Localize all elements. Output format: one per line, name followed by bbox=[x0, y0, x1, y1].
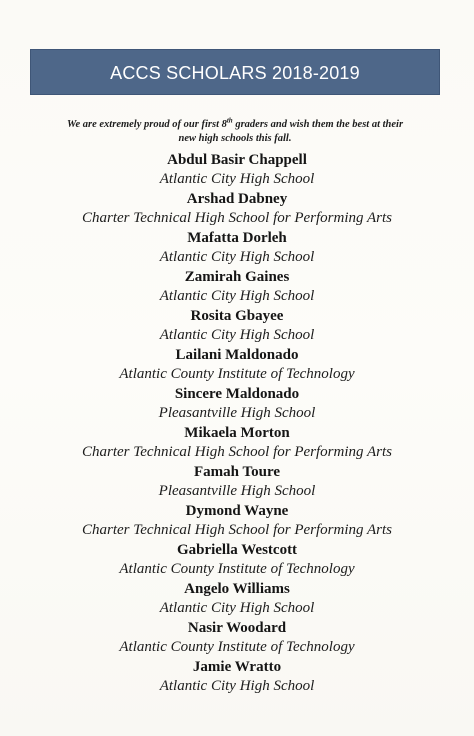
scholar-name: Arshad Dabney bbox=[186, 191, 288, 207]
scholar-school: Charter Technical High School for Performing Arts bbox=[81, 444, 392, 460]
scholar-entry bbox=[0, 151, 474, 190]
scholar-name: Mikaela Morton bbox=[184, 425, 290, 441]
intro-text-part: graders and wish them the best at their bbox=[232, 119, 404, 130]
scholar-name: Abdul Basir Chappell bbox=[167, 152, 307, 168]
scholar-name: Dymond Wayne bbox=[185, 503, 289, 519]
scholar-school: Charter Technical High School for Performing Arts bbox=[81, 210, 392, 226]
scholar-entry bbox=[0, 346, 474, 385]
scholar-name: Angelo Williams bbox=[184, 581, 290, 597]
intro-superscript: th bbox=[226, 116, 233, 125]
scholar-entry bbox=[0, 580, 474, 619]
scholar-school: Atlantic County Institute of Technology bbox=[119, 366, 355, 382]
scholar-school: Atlantic City High School bbox=[159, 327, 315, 343]
scholar-name: Jamie Wratto bbox=[192, 659, 282, 675]
scholar-school: Atlantic County Institute of Technology bbox=[119, 561, 355, 577]
scholar-school: Atlantic City High School bbox=[159, 678, 315, 694]
scholar-school: Atlantic City High School bbox=[159, 171, 315, 187]
scholar-name: Zamirah Gaines bbox=[184, 269, 290, 285]
intro-text bbox=[30, 118, 440, 146]
scholar-school: Charter Technical High School for Performing Arts bbox=[81, 522, 392, 538]
scholar-name: Lailani Maldonado bbox=[175, 347, 299, 363]
scholar-name: Famah Toure bbox=[194, 464, 280, 480]
scholar-entry bbox=[0, 502, 474, 541]
scholar-entry bbox=[0, 619, 474, 658]
scholar-name: Nasir Woodard bbox=[187, 620, 287, 636]
scholar-name: Sincere Maldonado bbox=[174, 386, 300, 402]
scholar-entry bbox=[0, 268, 474, 307]
scholar-entry bbox=[0, 463, 474, 502]
scholar-name: Rosita Gbayee bbox=[190, 308, 284, 324]
scholar-school: Atlantic County Institute of Technology bbox=[119, 639, 355, 655]
scholar-entry bbox=[0, 658, 474, 697]
title-banner bbox=[30, 49, 440, 95]
scholar-list bbox=[0, 151, 474, 697]
scholar-entry bbox=[0, 541, 474, 580]
scholar-school: Atlantic City High School bbox=[159, 288, 315, 304]
intro-text-part: We are extremely proud of our first 8 bbox=[66, 119, 227, 130]
scholar-entry bbox=[0, 424, 474, 463]
scholar-school: Atlantic City High School bbox=[159, 249, 315, 265]
intro-line-1 bbox=[66, 116, 404, 130]
scholar-entry bbox=[0, 385, 474, 424]
scholar-entry bbox=[0, 190, 474, 229]
scholar-name: Gabriella Westcott bbox=[176, 542, 298, 558]
intro-line-2: new high schools this fall. bbox=[178, 133, 292, 144]
scholar-school: Pleasantville High School bbox=[158, 405, 316, 421]
scholar-entry bbox=[0, 229, 474, 268]
scholar-school: Atlantic City High School bbox=[159, 600, 315, 616]
scholar-school: Pleasantville High School bbox=[158, 483, 316, 499]
scholar-name: Mafatta Dorleh bbox=[187, 230, 287, 246]
page-title: ACCS SCHOLARS 2018-2019 bbox=[110, 62, 360, 83]
scholar-entry bbox=[0, 307, 474, 346]
